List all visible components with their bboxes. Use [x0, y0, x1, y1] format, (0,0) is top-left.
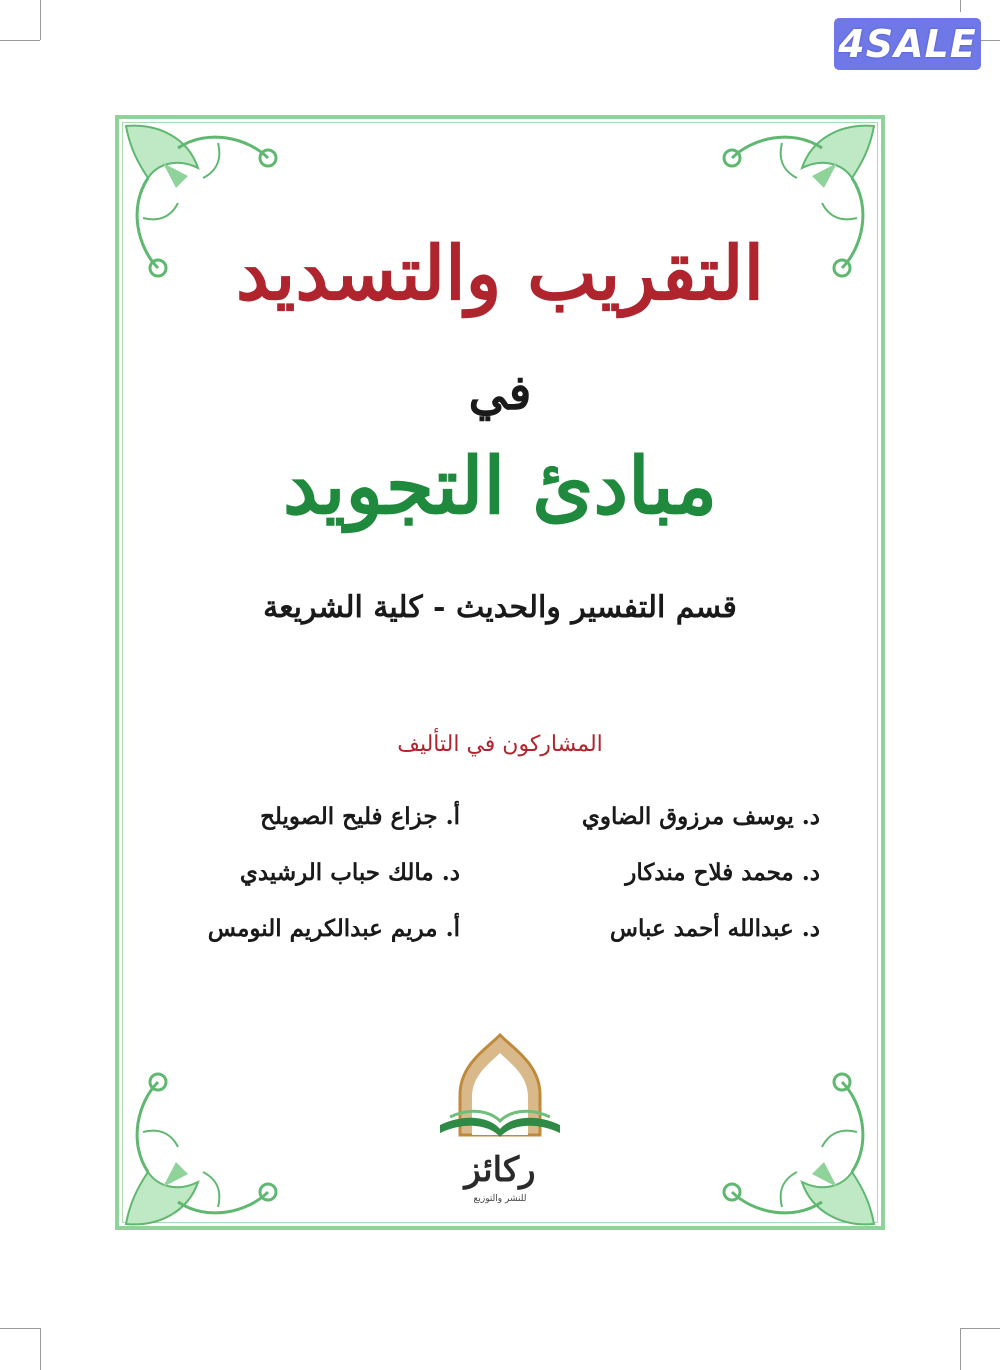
department-subtitle: قسم التفسير والحديث - كلية الشريعة [263, 590, 737, 625]
floral-corner-ornament-icon [712, 1062, 882, 1232]
watermark-badge [834, 18, 981, 70]
crop-mark-bottom-right-h [960, 1328, 1000, 1329]
crop-mark-top-left-h [0, 40, 40, 41]
publisher-name: ركائز [464, 1150, 536, 1190]
authors-heading: المشاركون في التأليف [397, 732, 603, 757]
book-title-line-3: مبادئ التجويد [282, 441, 718, 532]
authors-column-right [540, 800, 820, 946]
crop-mark-bottom-left-v [40, 1328, 41, 1370]
floral-corner-ornament-icon [118, 1062, 288, 1232]
crop-mark-top-left-v [40, 0, 41, 40]
authors-column-left [160, 800, 460, 946]
author-name: د. محمد فلاح مندكار [625, 859, 820, 886]
author-name: أ. مريم عبدالكريم النومس [207, 915, 460, 942]
crop-mark-bottom-left-h [0, 1328, 40, 1329]
author-name: د. مالك حباب الرشيدي [239, 859, 460, 886]
publisher-tagline: للنشر والتوزيع [473, 1194, 527, 1204]
book-title-line-1: التقريب والتسديد [235, 231, 765, 317]
author-name: د. يوسف مرزوق الضاوي [581, 803, 820, 830]
book-title-line-2: في [468, 365, 532, 421]
crop-mark-bottom-right-v [960, 1328, 961, 1370]
author-name: د. عبدالله أحمد عباس [609, 915, 820, 942]
author-name: أ. جزاع فليح الصويلح [260, 803, 460, 830]
crop-mark-top-right-v [960, 0, 961, 12]
watermark-text: 4SALE [838, 22, 977, 66]
